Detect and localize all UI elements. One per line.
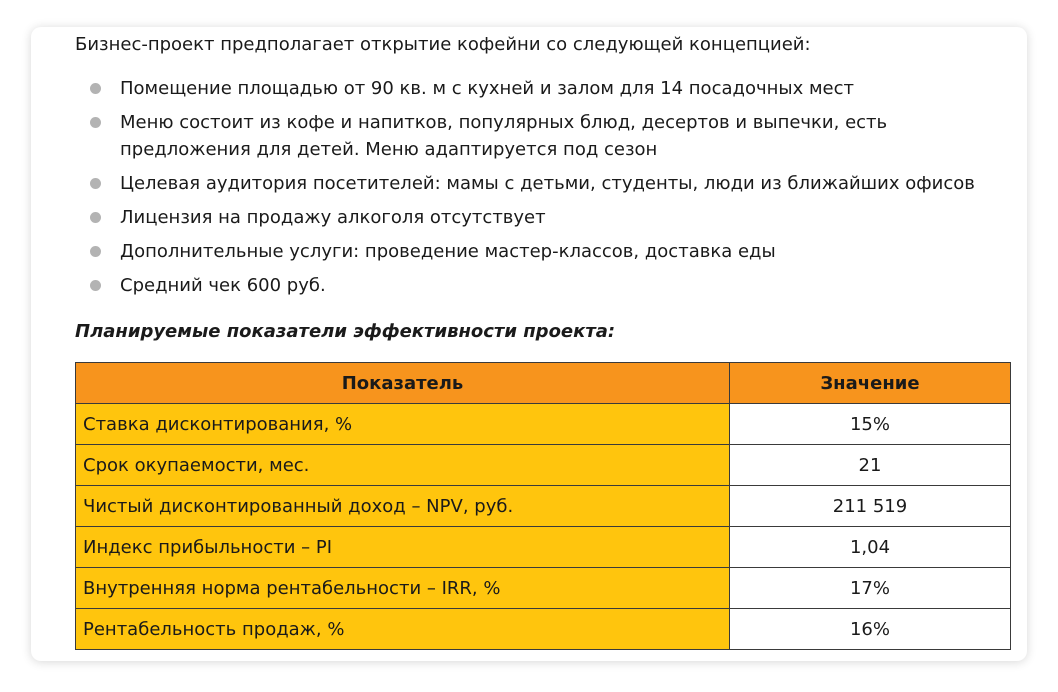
metric-label: Срок окупаемости, мес. <box>76 445 730 486</box>
bullet-icon <box>90 246 101 257</box>
column-header-value: Значение <box>730 363 1011 404</box>
concept-list <box>75 75 1005 306</box>
metric-label: Индекс прибыльности – PI <box>76 527 730 568</box>
table-row <box>76 404 1011 445</box>
metric-label: Ставка дисконтирования, % <box>76 404 730 445</box>
list-item-text: Помещение площадью от 90 кв. м с кухней и залом для 14 посадочных мест <box>120 78 854 99</box>
metric-value: 17% <box>730 568 1011 609</box>
bullet-icon <box>90 83 101 94</box>
table-row <box>76 609 1011 650</box>
metric-value: 16% <box>730 609 1011 650</box>
column-header-metric: Показатель <box>76 363 730 404</box>
section-subtitle: Планируемые показатели эффективности проекта: <box>75 321 616 342</box>
list-item-text: Дополнительные услуги: проведение мастер-классов, доставка еды <box>120 241 776 262</box>
metric-label: Чистый дисконтированный доход – NPV, руб. <box>76 486 730 527</box>
intro-text: Бизнес-проект предполагает открытие кофейни со следующей концепцией: <box>75 34 811 55</box>
metric-value: 1,04 <box>730 527 1011 568</box>
bullet-icon <box>90 280 101 291</box>
metric-label: Рентабельность продаж, % <box>76 609 730 650</box>
table-row <box>76 568 1011 609</box>
list-item-text: Лицензия на продажу алкоголя отсутствует <box>120 207 546 228</box>
metric-label: Внутренняя норма рентабельности – IRR, % <box>76 568 730 609</box>
list-item-text: Меню состоит из кофе и напитков, популярных блюд, десертов и выпечки, есть предложения для детей. Меню адаптируется под сезон <box>120 112 888 160</box>
table-row <box>76 445 1011 486</box>
bullet-icon <box>90 178 101 189</box>
bullet-icon <box>90 117 101 128</box>
list-item-text: Средний чек 600 руб. <box>120 275 326 296</box>
metrics-table <box>75 362 1011 650</box>
table-row <box>76 527 1011 568</box>
list-item <box>75 238 1005 265</box>
bullet-icon <box>90 212 101 223</box>
list-item <box>75 109 1005 163</box>
list-item <box>75 204 1005 231</box>
metric-value: 21 <box>730 445 1011 486</box>
table-row <box>76 486 1011 527</box>
table-header-row <box>76 363 1011 404</box>
list-item <box>75 170 1005 197</box>
metric-value: 15% <box>730 404 1011 445</box>
list-item <box>75 75 1005 102</box>
document-card <box>31 27 1027 661</box>
metric-value: 211 519 <box>730 486 1011 527</box>
list-item-text: Целевая аудитория посетителей: мамы с детьми, студенты, люди из ближайших офисов <box>120 173 975 194</box>
list-item <box>75 272 1005 299</box>
